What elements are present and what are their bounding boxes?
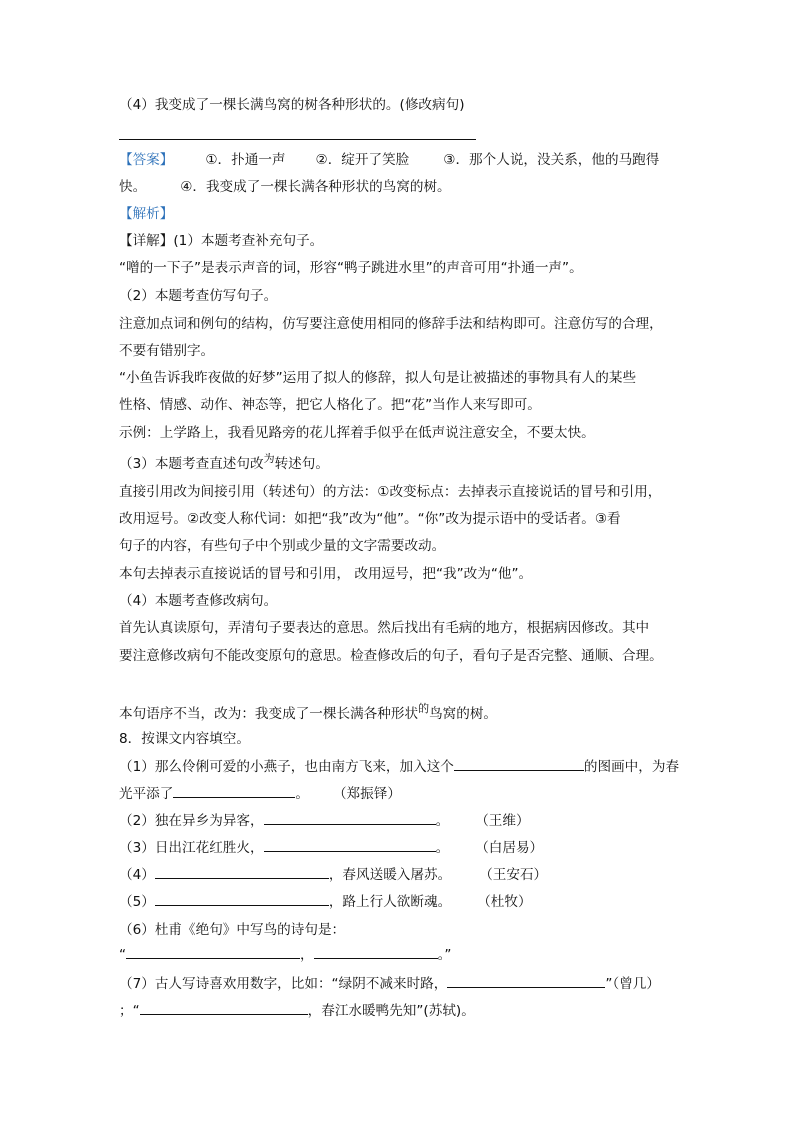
question-8-2 [119, 811, 530, 831]
question-8-4 [119, 865, 547, 885]
answer-4: ④．我变成了一棵长满各种形状的鸟窝的树。 [180, 179, 451, 195]
author-note: （白居易） [475, 840, 544, 856]
analysis-text: （3）本题考查直述句改 [119, 456, 264, 472]
analysis-p9 [119, 454, 329, 475]
analysis-text: 鸟窝的树。 [429, 706, 498, 722]
analysis-p17 [119, 704, 497, 725]
analysis-p11: 改用逗号。②改变人称代词：如把“我”改为“他”。“你”改为提示语中的受话者。③看 [119, 511, 621, 527]
fill-blank[interactable] [264, 811, 436, 825]
question-8-7-continued [119, 1001, 475, 1021]
fill-blank[interactable] [447, 974, 605, 988]
analysis-p3: （2）本题考查仿写句子。 [119, 288, 278, 304]
question-text: 。 [435, 840, 450, 856]
question-text: “ [119, 947, 127, 963]
fill-blank[interactable] [140, 1001, 308, 1015]
question-text: （3）日出江花红胜火， [119, 840, 264, 856]
question-text: （5） [119, 894, 155, 910]
answer-1: ①．扑通一声 [205, 152, 286, 168]
question-8-1-continued [119, 784, 401, 804]
analysis-p8: 示例：上学路上，我看见路旁的花儿挥着手似乎在低声说注意安全，不要太快。 [119, 425, 595, 441]
answer-blank-line [119, 139, 476, 140]
analysis-text: 本句语序不当，改为：我变成了一棵长满各种形状 [119, 706, 419, 722]
question-text: （4） [119, 867, 155, 883]
answer-label: 【答案】 [119, 152, 174, 168]
analysis-p13: 本句去掉表示直接说话的冒号和引用， 改用逗号，把“我”改为“他”。 [119, 566, 533, 582]
question-8-3 [119, 838, 543, 858]
question-text: ， [300, 947, 314, 963]
analysis-p5: 不要有错别字。 [119, 343, 215, 359]
analysis-p6: “小鱼告诉我昨夜做的好梦”运用了拟人的修辞，拟人句是让被描述的事物具有人的某些 [119, 370, 637, 386]
fill-blank[interactable] [454, 757, 584, 771]
question-text: ；“ [119, 1003, 140, 1019]
question-text: 。 [435, 813, 450, 829]
fill-blank[interactable] [155, 892, 329, 906]
question-text: ”（曾几） [605, 976, 660, 992]
question-text: ，路上行人欲断魂。 [328, 894, 452, 910]
question-text: （7）古人写诗喜欢用数字，比如：“绿阴不减来时路， [119, 976, 448, 992]
question-text: ，春江水暖鸭先知”(苏轼)。 [307, 1003, 475, 1019]
answer-line-2 [119, 177, 451, 197]
analysis-text: 为 [263, 452, 275, 465]
question-text: ，春风送暖入屠苏。 [328, 867, 452, 883]
fill-blank[interactable] [173, 784, 295, 798]
question-text: 。” [437, 947, 452, 963]
question-8-6: （6）杜甫《绝句》中写鸟的诗句是： [119, 922, 346, 938]
question-8-5 [119, 892, 532, 912]
answer-2: ②．绽开了笑脸 [315, 152, 410, 168]
question-text: 的图画中，为春 [583, 759, 680, 775]
analysis-p7: 性格、情感、动作、神态等，把它人格化了。把“花”当作人来写即可。 [119, 397, 541, 413]
question-8-1 [119, 757, 679, 777]
analysis-p15: 首先认真读原句，弄清句子要表达的意思。然后找出有毛病的地方，根据病因修改。其中 [119, 620, 650, 636]
answer-3: ③．那个人说，没关系，他的马跑得 [443, 152, 660, 168]
author-note: （王维） [475, 813, 530, 829]
author-note: （郑振铎） [332, 786, 401, 802]
analysis-text: 的 [418, 702, 430, 715]
question-7-4: （4）我变成了一棵长满鸟窝的树各种形状的。(修改病句) [119, 97, 465, 113]
fill-blank[interactable] [155, 865, 329, 879]
question-8-7 [119, 974, 660, 994]
analysis-p14: （4）本题考查修改病句。 [119, 593, 278, 609]
question-8-title: 8．按课文内容填空。 [119, 731, 250, 747]
question-text: 光平添了 [119, 786, 174, 802]
analysis-text: 转述句。 [274, 456, 329, 472]
analysis-p4: 注意加点词和例句的结构，仿写要注意使用相同的修辞手法和结构即可。注意仿写的合理， [119, 316, 663, 332]
answer-3-continued: 快。 [119, 179, 147, 195]
question-8-6-answer [119, 945, 451, 965]
analysis-p2: “噌的一下子”是表示声音的词，形容“鸭子跳进水里”的声音可用“扑通一声”。 [119, 260, 583, 276]
fill-blank[interactable] [314, 945, 438, 959]
analysis-label: 【解析】 [119, 206, 174, 222]
analysis-p10: 直接引用改为间接引用（转述句）的方法：①改变标点：去掉表示直接说话的冒号和引用， [119, 484, 662, 500]
question-text: 。 [295, 786, 309, 802]
question-text: （2）独在异乡为异客， [119, 813, 264, 829]
fill-blank[interactable] [126, 945, 300, 959]
analysis-p16: 要注意修改病句不能改变原句的意思。检查修改后的句子，看句子是否完整、通顺、合理。 [119, 648, 663, 664]
analysis-text: (1）本题考查补充句子。 [173, 233, 324, 249]
analysis-p12: 句子的内容，有些句子中个别或少量的文字需要改动。 [119, 538, 446, 554]
analysis-p1 [119, 231, 323, 251]
question-text: （1）那么伶俐可爱的小燕子，也由南方飞来，加入这个 [119, 759, 454, 775]
author-note: （王安石） [479, 867, 548, 883]
answer-line-1 [119, 150, 659, 170]
author-note: （杜牧） [477, 894, 532, 910]
detail-label: 【详解】 [119, 233, 174, 249]
fill-blank[interactable] [264, 838, 436, 852]
